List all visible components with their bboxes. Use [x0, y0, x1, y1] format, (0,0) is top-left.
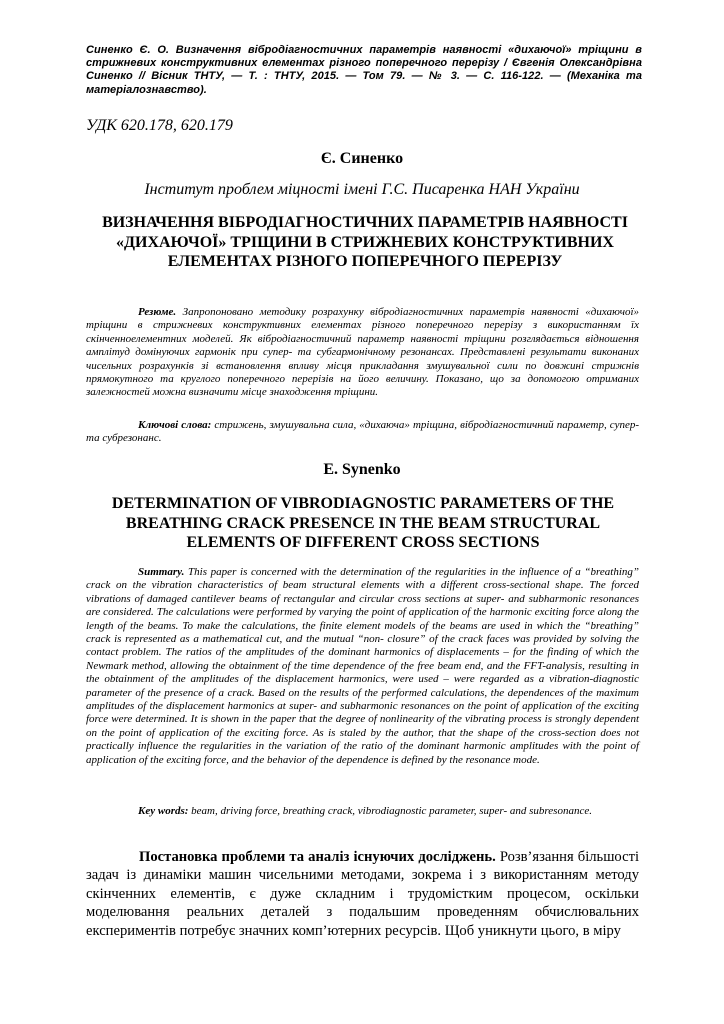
title-en: DETERMINATION OF VIBRODIAGNOSTIC PARAMETERS OF THE BREATHING CRACK PRESENCE IN THE BEAM STRUCTURAL ELEMENTS OF DIFFERENT CROSS SECTIONS: [111, 495, 615, 551]
abstract-lead-en: Summary.: [138, 566, 185, 578]
keywords-lead-ua: Ключові слова:: [138, 419, 212, 431]
keywords-text-en: beam, driving force, breathing crack, vibrodiagnostic parameter, super- and subresonance.: [191, 805, 592, 817]
body-paragraph: [86, 848, 639, 940]
keywords-en: [86, 805, 639, 818]
author-en: E. Synenko: [323, 461, 401, 478]
udk-code: УДК 620.178, 620.179: [86, 117, 233, 134]
keywords-ua: [86, 419, 639, 446]
keywords-lead-en: Key words:: [138, 805, 189, 817]
abstract-ua: [86, 306, 639, 400]
title-ua: ВИЗНАЧЕННЯ ВІБРОДІАГНОСТИЧНИХ ПАРАМЕТРІВ НАЯВНОСТІ «ДИХАЮЧОЇ» ТРІЩИНИ В СТРИЖНЕВИХ КОНСТРУКТИВНИХ ЕЛЕМЕНТАХ РІЗНОГО ПОПЕРЕЧНОГО ПЕРЕРІЗУ: [102, 214, 628, 270]
abstract-text-ua: Запропоновано методику розрахунку вібродіагностичних параметрів наявності «дихаючої» тріщини в стрижневих конструктивних елементах різного поперечного перерізу з використанням їх скінченноелементних моделей. Як вібродіагностичний параметр наявності тріщини розглядається відношення амплітуд домінуючих гармонік при супер- та субгармонічному резонансах. Представлені результати виконаних чисельних розрахунків зі встановлення впливу місця прикладання змушувальної сили по довжині стрижнів прямокутного та круглого поперечного перерізів на його величину. Показано, що за допомогою отриманих залежностей можна визначити місце знаходження тріщини.: [86, 306, 640, 399]
abstract-text-en: This paper is concerned with the determination of the regularities in the influence of a “breathing” crack on the vibration characteristics of beam structural elements with a different cross-sectional shape. The forced vibrations of damaged cantilever beams of rectangular and circular cross sections at super- and subharmonic resonances are considered. The calculations were performed by varying the point of application of the harmonic exciting force along the length of the beams. To make the calculations, the finite element models of the beams are used in which the “breathing” crack is represented as a mathematical cut, and the mutual “non- closure” of the crack faces was provided by solving the contact problem. The ratios of the amplitudes of the dominant harmonics of displacements – for the finding of which the Newmark method, allowing the obtainment of the time dependence of the free beam end, and the FFT-analysis, resulting in the obtainment of the amplitudes of the displacement harmonics, were used – were regarded as a vibration-diagnostic parameter of the presence of a crack. Based on the results of the performed calculations, the dependences of the maximum amplitudes of the displacement harmonics at super- and subharmonic resonances on the point of application of the exciting force were determined. It is shown in the paper that the degree of nonlinearity of the vibrating process is strongly dependent on the point of application of the exciting force. As is staled by the author, that the shape of the cross-section does not practically influence the regularities in the variation of the ratio of the dominant harmonic amplitudes with the point of application of the exciting force, and the behavior of the dependence is defined by the resonance mode.: [86, 566, 639, 766]
keywords-text-ua: стрижень, змушувальна сила, «дихаюча» тріщина, вібродіагностичний параметр, супер- та субрезонанс.: [86, 419, 640, 445]
citation: Синенко Є. О. Визначення вібродіагностичних параметрів наявності «дихаючої» тріщини в стрижневих конструктивних елементах різного поперечного перерізу / Євгенія Олександрівна Синенко // Вісник ТНТУ, — Т. : ТНТУ, 2015. — Том 79. — № 3. — С. 116-122. — (Механіка та матеріалознавство).: [86, 44, 642, 96]
abstract-lead-ua: Резюме.: [138, 306, 177, 318]
body-text: Розв’язання більшості задач із динаміки машин чисельними методами, зокрема і з використанням методу скінченних елементів, є дуже складним і трудомістким процесом, оскільки моделювання реальних деталей з подальшим проведенням обчислювальних експериментів потребує значних комп’ютерних ресурсів. Щоб уникнути цього, в міру: [86, 849, 640, 939]
author-ua: Є. Синенко: [320, 150, 404, 167]
section-heading: Постановка проблеми та аналіз існуючих досліджень.: [139, 849, 496, 865]
affiliation-ua: Інститут проблем міцності імені Г.С. Писаренка НАН України: [144, 181, 580, 198]
abstract-en: [86, 566, 639, 767]
